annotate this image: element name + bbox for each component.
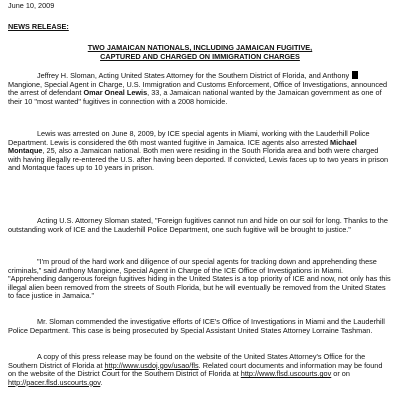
headline-line-2: CAPTURED AND CHARGED ON IMMIGRATION CHARGES bbox=[100, 51, 300, 61]
headline bbox=[20, 44, 380, 62]
p5-text: Mr. Sloman commended the investigative efforts of ICE's Office of Investigations in Miami and the Lauderhill Police Department. This case is being prosecuted by Special Assistant United States Attorney Lorraine Tashman. bbox=[8, 317, 385, 335]
p6-text-d: . bbox=[100, 377, 103, 387]
paragraph-arrest bbox=[8, 130, 392, 173]
paragraph-announcement bbox=[8, 71, 392, 106]
paragraph-website-info bbox=[8, 353, 392, 387]
p2-text-b: , 25, also a Jamaican national. Both men were residing in the South Florida area and both were charged with having illegally re-entered the U.S. after having been deported. If convicted, Lewis faces up to two years in prison and Montaque faces up to 10 years in prison. bbox=[8, 146, 389, 173]
paragraph-sloman-quote bbox=[8, 217, 392, 234]
p6-text-a: A copy of this press release may be found on the website of the United States Attorney's Office for the Southern District of Florida at bbox=[8, 352, 366, 370]
link-usao-fls[interactable]: http://www.usdoj.gov/usao/fls bbox=[104, 360, 199, 370]
p1-text-c: , 33, a Jamaican national wanted by the Jamaican government as one of their 10 "most wanted" fugitives in connection with a 2008 homicide. bbox=[8, 88, 382, 106]
paragraph-mangione-quote bbox=[8, 258, 392, 301]
link-flsd-uscourts[interactable]: http://www.flsd.uscourts.gov bbox=[240, 369, 332, 379]
defendant-name-lewis: Omar Oneal Lewis bbox=[83, 88, 148, 98]
headline-line-1: TWO JAMAICAN NATIONALS, INCLUDING JAMAICAN FUGITIVE, bbox=[87, 43, 313, 52]
p1-text-a: Jeffrey H. Sloman, Acting United States Attorney for the Southern District of Florida, and Anthony bbox=[37, 71, 350, 80]
link-pacer-flsd[interactable]: http://pacer.flsd.uscourts.gov bbox=[8, 377, 101, 387]
redaction-mark bbox=[352, 71, 358, 79]
p1-text-b: Mangione, Special Agent in Charge, U.S. Immigration and Customs Enforcement, Office of Investigations, announced the arrest of defendant bbox=[8, 79, 388, 98]
release-date: June 10, 2009 bbox=[8, 1, 55, 10]
paragraph-commendation bbox=[8, 318, 392, 335]
p3-text: Acting U.S. Attorney Sloman stated, "Foreign fugitives cannot run and hide on our soil for long. Thanks to the outstanding work of ICE and the Lauderhill Police Department, one such fugitive will be brought to justice." bbox=[8, 216, 388, 234]
p4-text: "I'm proud of the hard work and diligence of our special agents for tracking down and apprehending these criminals," said Anthony Mangione, Special Agent in Charge of the ICE Office of Investigations in Miami. "Apprehending dangerous foreign fugitives hiding in the United States is a top priority of ICE and now, not only has this illegal alien been removed from the streets of South Florida, but he will eventually be removed from the United States to face justice in Jamaica." bbox=[8, 257, 391, 301]
news-release-label: NEWS RELEASE: bbox=[8, 22, 69, 31]
p2-text-a: Lewis was arrested on June 8, 2009, by ICE special agents in Miami, working with the Lauderhill Police Department. Lewis is considered the 6th most wanted fugitive in Jamaica. ICE agents also arrested bbox=[8, 129, 370, 147]
defendant-name-montaque: Michael Montaque bbox=[8, 137, 357, 156]
p6-text-c: or on bbox=[331, 369, 350, 379]
p6-text-b: . Related court documents and information may be found on the website of the District Court for the Southern District of Florida at bbox=[8, 360, 383, 379]
